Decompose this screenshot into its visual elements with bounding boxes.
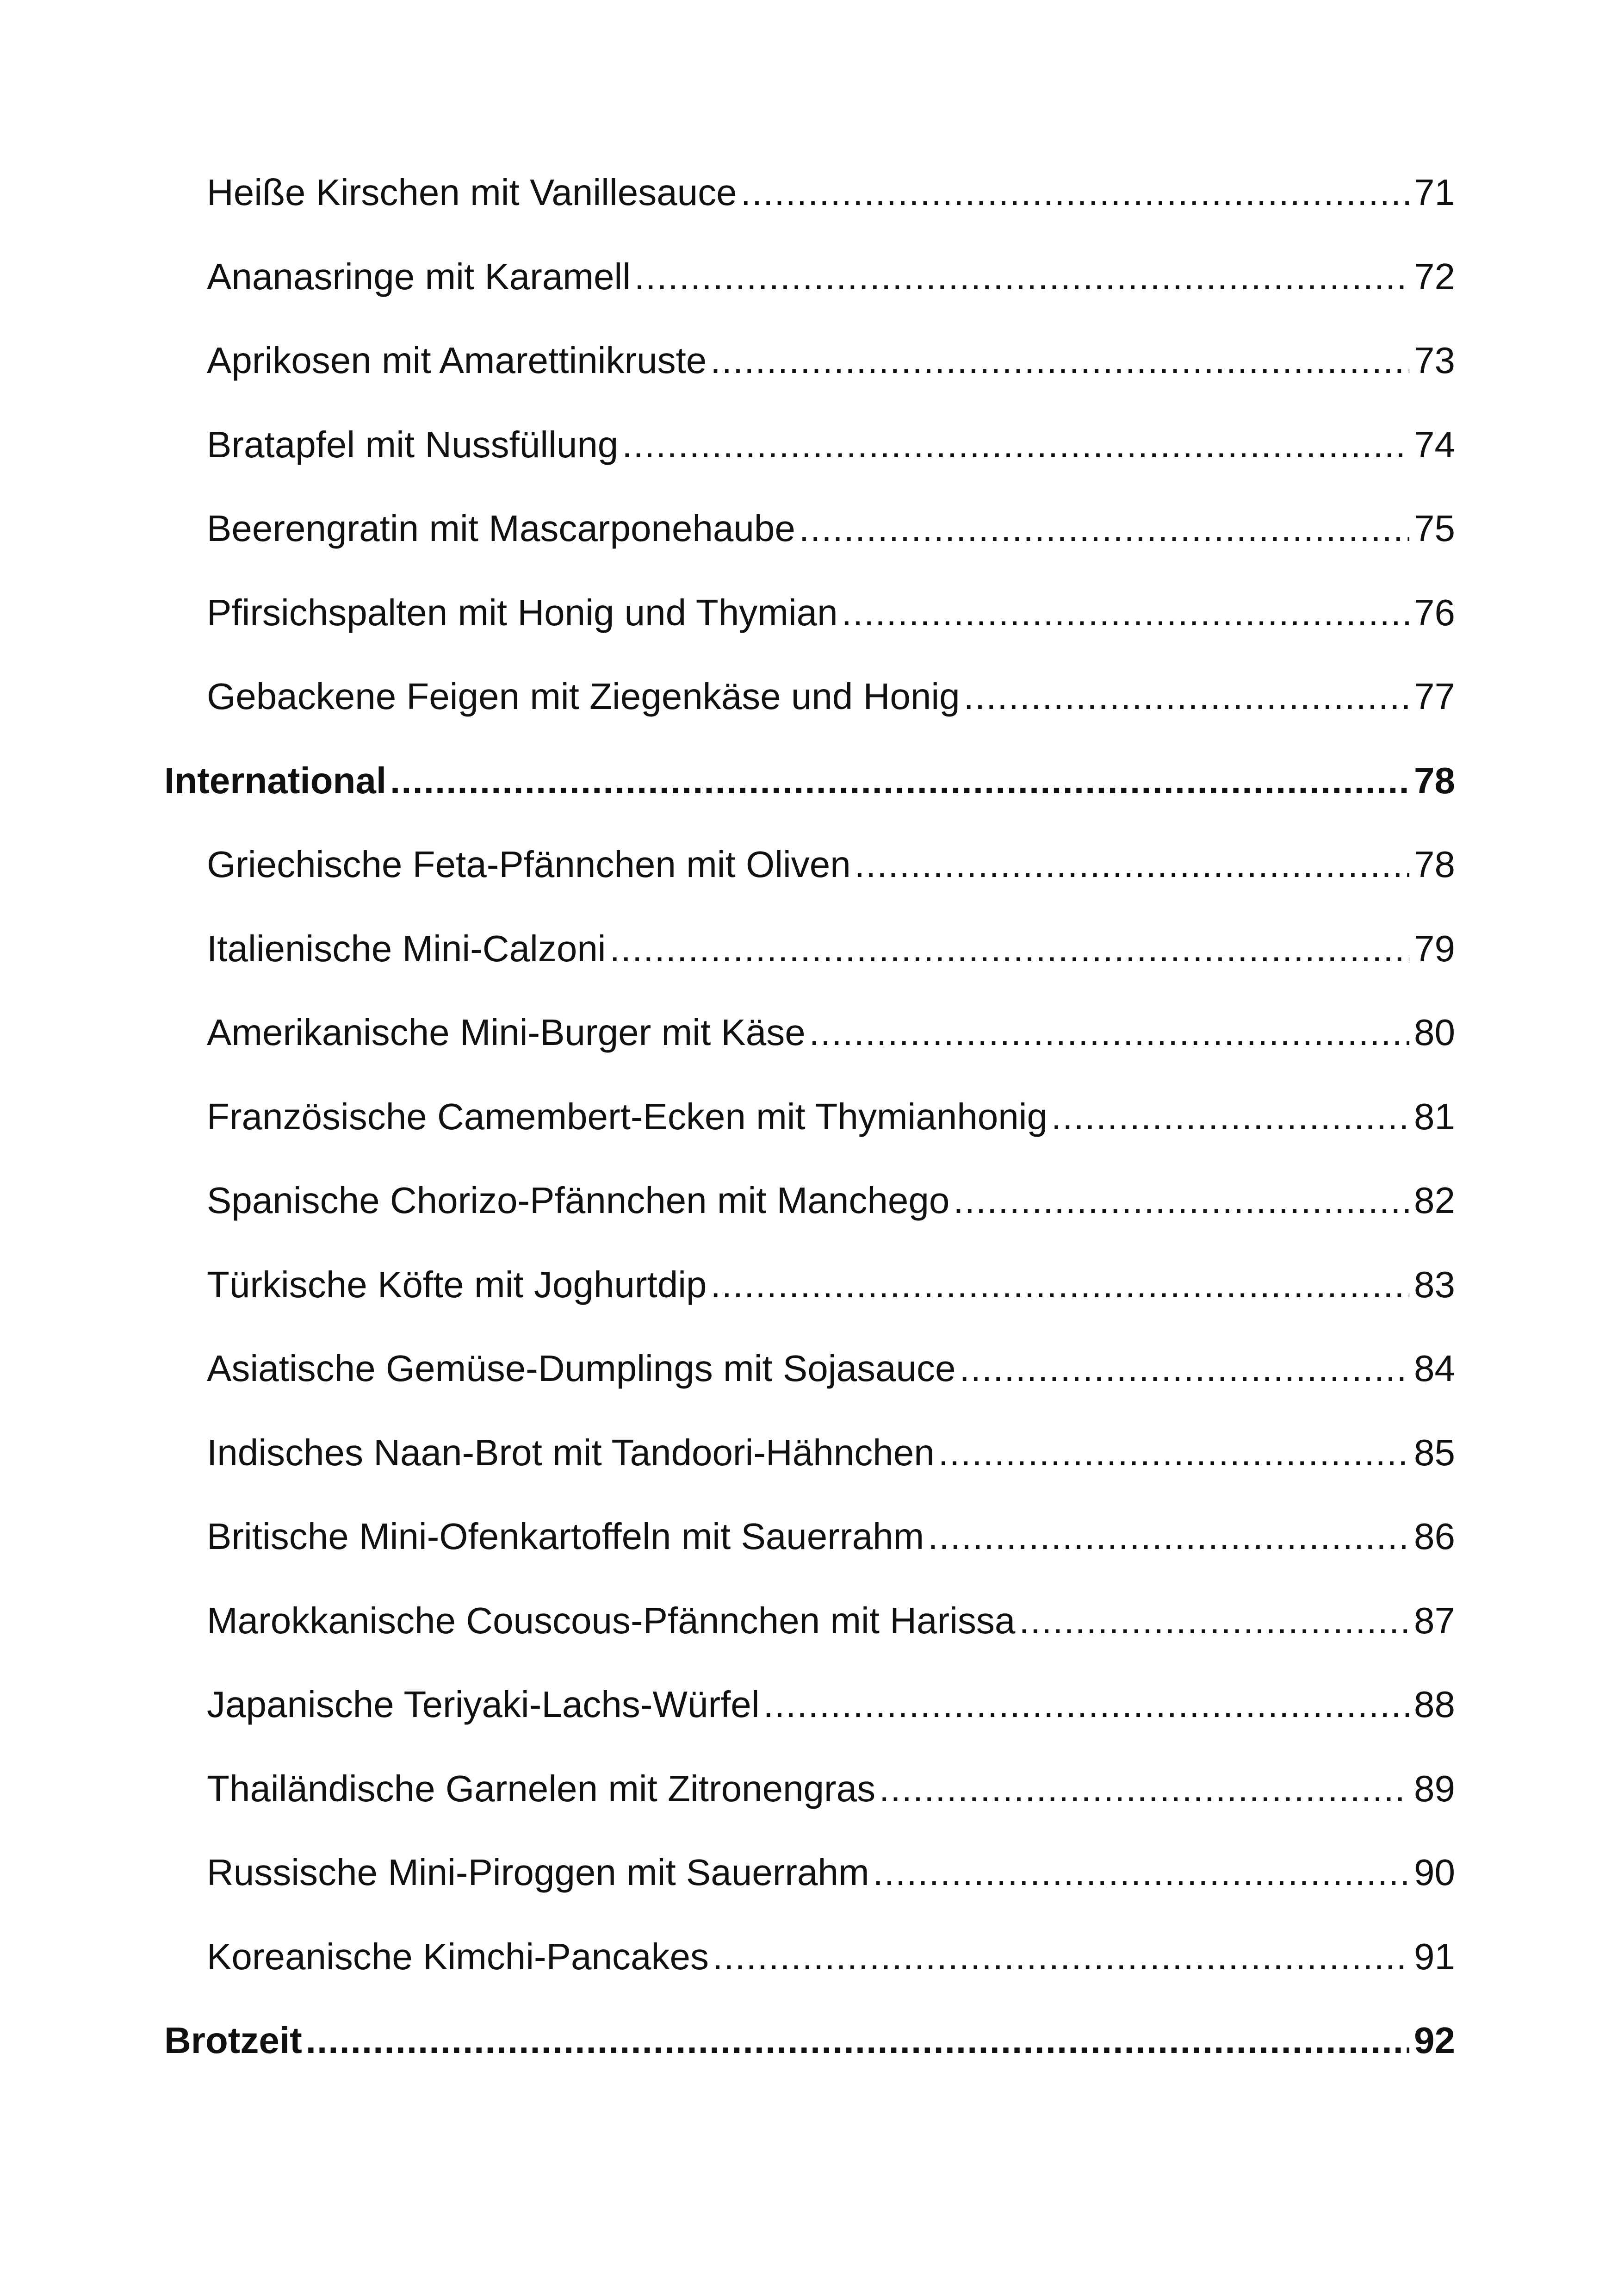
toc-entry-title: Italienische Mini-Calzoni: [207, 927, 606, 969]
dot-leader: [713, 1915, 1409, 1999]
toc-entry[interactable]: [164, 403, 1455, 487]
dot-leader: [964, 654, 1409, 739]
toc-chapter-page-number: 78: [1414, 759, 1455, 801]
toc-entry-title: Thailändische Garnelen mit Zitronengras: [207, 1767, 876, 1809]
toc-entry-title: Heiße Kirschen mit Vanillesauce: [207, 172, 737, 213]
toc-entry-page-number: 71: [1414, 172, 1455, 213]
dot-leader: [390, 739, 1409, 823]
toc-entry-title: Französische Camembert-Ecken mit Thymianhonig: [207, 1095, 1048, 1137]
toc-entry[interactable]: [164, 1494, 1455, 1579]
toc-entry-title: Gebackene Feigen mit Ziegenkäse und Honig: [207, 676, 960, 717]
dot-leader: [879, 1747, 1409, 1831]
dot-leader: [710, 1243, 1409, 1327]
toc-chapter-international[interactable]: [164, 739, 1455, 823]
toc-entry-page-number: 91: [1414, 1935, 1455, 1977]
toc-entry-page-number: 83: [1414, 1263, 1455, 1305]
toc-entry[interactable]: [164, 318, 1455, 403]
toc-entry[interactable]: [164, 1579, 1455, 1663]
toc-entry-page-number: 74: [1414, 423, 1455, 465]
dot-leader: [710, 318, 1409, 403]
toc-entry-title: Koreanische Kimchi-Pancakes: [207, 1935, 709, 1977]
toc-entry-page-number: 80: [1414, 1012, 1455, 1053]
toc-chapter-title: Brotzeit: [164, 2020, 302, 2061]
toc-entry-page-number: 88: [1414, 1684, 1455, 1725]
toc-entry[interactable]: [164, 990, 1455, 1075]
toc-entry-page-number: 79: [1414, 927, 1455, 969]
toc-entry-page-number: 89: [1414, 1767, 1455, 1809]
toc-entry[interactable]: [164, 1075, 1455, 1159]
toc-entry-title: Russische Mini-Piroggen mit Sauerrahm: [207, 1852, 869, 1893]
dot-leader: [873, 1830, 1409, 1915]
toc-entry[interactable]: [164, 1326, 1455, 1411]
toc-entry-page-number: 75: [1414, 508, 1455, 549]
dot-leader: [306, 1998, 1409, 2083]
toc-entry-title: Aprikosen mit Amarettinikruste: [207, 340, 707, 381]
toc-entry-page-number: 84: [1414, 1348, 1455, 1389]
toc-entry-title: Amerikanische Mini-Burger mit Käse: [207, 1012, 806, 1053]
toc-entry[interactable]: [164, 1243, 1455, 1327]
toc-entry-page-number: 78: [1414, 844, 1455, 885]
toc-entry[interactable]: [164, 654, 1455, 739]
dot-leader: [959, 1326, 1409, 1411]
toc-entry[interactable]: [164, 1411, 1455, 1495]
toc-entry-page-number: 90: [1414, 1852, 1455, 1893]
toc-entry[interactable]: [164, 1915, 1455, 1999]
dot-leader: [953, 1158, 1409, 1243]
toc-entry[interactable]: [164, 571, 1455, 655]
toc-entry[interactable]: [164, 486, 1455, 571]
toc-entry[interactable]: [164, 1662, 1455, 1747]
toc-entry-title: Asiatische Gemüse-Dumplings mit Sojasauce: [207, 1348, 956, 1389]
dot-leader: [763, 1662, 1409, 1747]
toc-entry-page-number: 77: [1414, 676, 1455, 717]
toc-entry-title: Britische Mini-Ofenkartoffeln mit Sauerrahm: [207, 1516, 924, 1557]
toc-entry-title: Beerengratin mit Mascarponehaube: [207, 508, 795, 549]
toc-chapter-page-number: 92: [1414, 2020, 1455, 2061]
toc-entry-page-number: 87: [1414, 1599, 1455, 1641]
toc-entry[interactable]: [164, 1747, 1455, 1831]
toc-entry-title: Marokkanische Couscous-Pfännchen mit Harissa: [207, 1599, 1016, 1641]
dot-leader: [928, 1494, 1409, 1579]
toc-chapter-brotzeit[interactable]: [164, 1998, 1455, 2083]
toc-entry-page-number: 85: [1414, 1431, 1455, 1473]
toc-entry-title: Türkische Köfte mit Joghurtdip: [207, 1263, 707, 1305]
toc-entry-title: Bratapfel mit Nussfüllung: [207, 423, 619, 465]
toc-entry-page-number: 81: [1414, 1095, 1455, 1137]
toc-entry-page-number: 72: [1414, 255, 1455, 297]
toc-entry[interactable]: [164, 1830, 1455, 1915]
toc-entry-title: Ananasringe mit Karamell: [207, 255, 631, 297]
dot-leader: [855, 822, 1409, 907]
toc-entry-page-number: 86: [1414, 1516, 1455, 1557]
toc-entry[interactable]: [164, 822, 1455, 907]
toc-entry-page-number: 76: [1414, 591, 1455, 633]
toc-entry-title: Pfirsichspalten mit Honig und Thymian: [207, 591, 838, 633]
dot-leader: [842, 571, 1409, 655]
dot-leader: [741, 150, 1409, 235]
dot-leader: [610, 907, 1409, 991]
dot-leader: [634, 235, 1409, 319]
toc-entry[interactable]: [164, 1158, 1455, 1243]
dot-leader: [622, 403, 1409, 487]
toc-chapter-title: International: [164, 759, 387, 801]
dot-leader: [1019, 1579, 1409, 1663]
dot-leader: [1051, 1075, 1409, 1159]
table-of-contents: [164, 150, 1455, 2083]
toc-entry-page-number: 82: [1414, 1180, 1455, 1221]
toc-entry[interactable]: [164, 235, 1455, 319]
toc-entry-title: Japanische Teriyaki-Lachs-Würfel: [207, 1684, 760, 1725]
toc-entry-title: Griechische Feta-Pfännchen mit Oliven: [207, 844, 851, 885]
dot-leader: [799, 486, 1409, 571]
dot-leader: [809, 990, 1409, 1075]
dot-leader: [938, 1411, 1409, 1495]
toc-entry-title: Spanische Chorizo-Pfännchen mit Manchego: [207, 1180, 950, 1221]
toc-entry[interactable]: [164, 907, 1455, 991]
toc-entry-title: Indisches Naan-Brot mit Tandoori-Hähnchen: [207, 1431, 935, 1473]
toc-entry-page-number: 73: [1414, 340, 1455, 381]
toc-entry[interactable]: [164, 150, 1455, 235]
